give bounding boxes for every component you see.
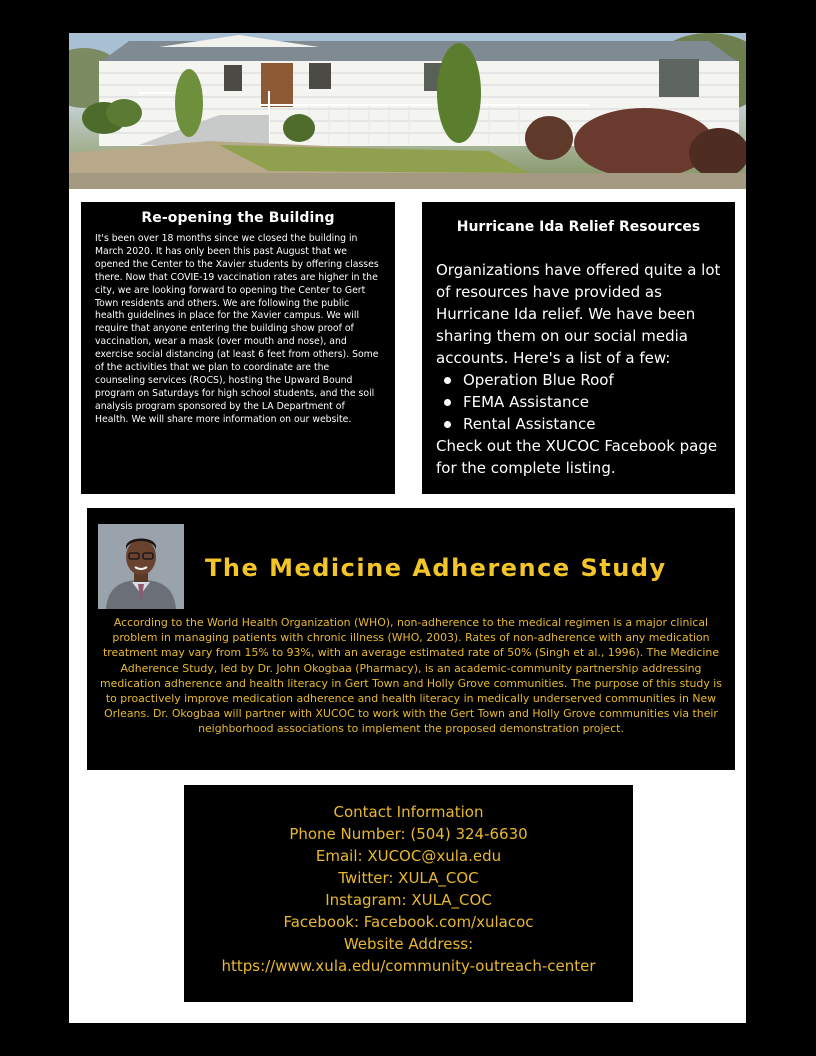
twitter-handle: Twitter: XULA_COC — [338, 869, 479, 887]
researcher-portrait — [98, 524, 184, 609]
website-url: https://www.xula.edu/community-outreach-center — [221, 957, 596, 975]
email-address: Email: XUCOC@xula.edu — [315, 847, 502, 865]
list-item: Operation Blue Roof — [444, 369, 721, 391]
website-label: Website Address: — [343, 935, 474, 953]
reopening-panel — [81, 202, 395, 494]
list-item: FEMA Assistance — [444, 391, 721, 413]
study-title: The Medicine Adherence Study — [205, 554, 667, 582]
hurricane-ida-outro: Check out the XUCOC Facebook page for the complete listing. — [436, 437, 718, 477]
bullet-icon — [444, 399, 451, 406]
contact-panel — [184, 785, 633, 1002]
reopening-title: Re-opening the Building — [141, 210, 335, 226]
facebook-link: Facebook: Facebook.com/xulacoc — [283, 913, 534, 931]
phone-number: Phone Number: (504) 324-6630 — [289, 825, 528, 843]
relief-resources-list — [436, 369, 721, 435]
flyer-page — [69, 33, 746, 1023]
medicine-study-panel — [87, 508, 735, 770]
hurricane-ida-intro: Organizations have offered quite a lot of resources have provided as Hurricane Ida relief. We have been sharing them on our social media accounts. Here's a list of a few: — [436, 261, 721, 367]
study-body: According to the World Health Organization (WHO), non-adherence to the medical regimen is a major clinical problem in managing patients with chronic illness (WHO, 2003). Rates of non-adherence with any medication treatment may vary from 15% to 93%, with an average estimated rate of 50% (Singh et al., 1996). The Medicine Adherence Study, led by Dr. John Okogbaa (Pharmacy), is an academic-community partnership addressing medication adherence and health literacy in Gert Town and Holly Grove communities. The purpose of this study is to proactively improve medication adherence and health literacy in medically underserved communities in New Orleans. Dr. Okogbaa will partner with XUCOC to work with the Gert Town and Holly Grove communities via their neighborhood associations to implement the proposed demonstration project. — [100, 616, 722, 736]
hurricane-ida-panel — [422, 202, 735, 494]
building-photo — [69, 33, 746, 189]
hurricane-ida-title: Hurricane Ida Relief Resources — [456, 219, 701, 235]
list-item: Rental Assistance — [444, 413, 721, 435]
bullet-icon — [444, 421, 451, 428]
instagram-handle: Instagram: XULA_COC — [325, 891, 492, 909]
contact-heading: Contact Information — [333, 803, 484, 821]
reopening-body: It's been over 18 months since we closed the building in March 2020. It has only been this past August that we opened the Center to the Xavier students by offering classes there. Now that COVIE-19 vaccination rates are higher in the city, we are looking forward to opening the Center to Gert Town residents and others. We are following the public health guidelines in place for the Xavier campus. We will require that anyone entering the building show proof of vaccination, wear a mask (over mouth and nose), and exercise social distancing (at least 6 feet from others). Some of the activities that we plan to coordinate are the counseling services (ROCS), hosting the Upward Bound program on Saturdays for high school students, and the soil analysis program sponsored by the LA Department of Health. We will share more information on our website. — [95, 233, 379, 425]
bullet-icon — [444, 377, 451, 384]
